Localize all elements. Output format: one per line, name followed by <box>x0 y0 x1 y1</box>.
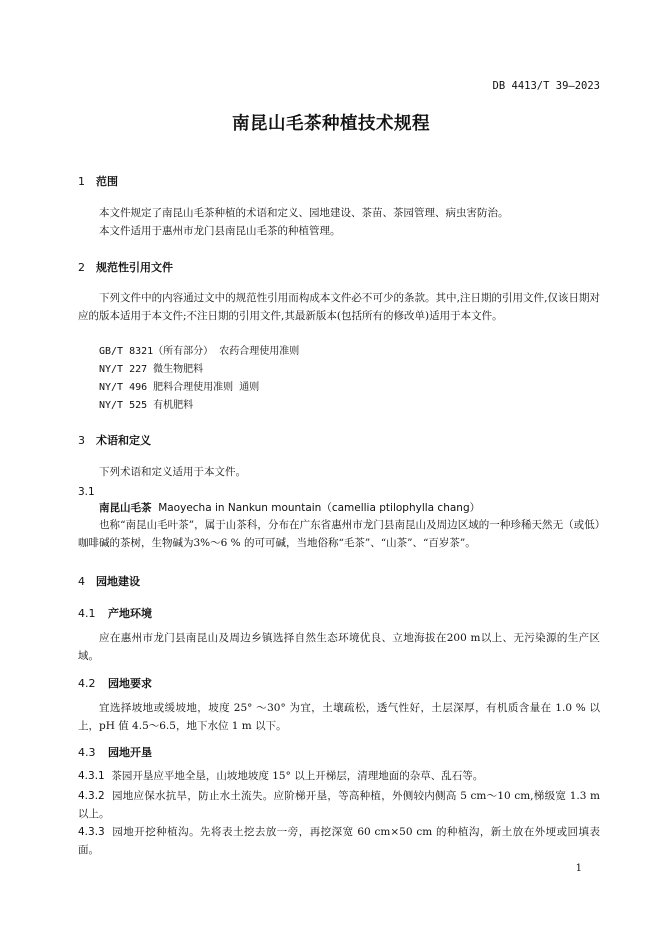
section-title: 规范性引用文件 <box>96 261 173 274</box>
term-entry <box>99 500 480 518</box>
subsection-number: 4.1 <box>78 607 96 620</box>
section-title: 术语和定义 <box>96 434 151 447</box>
reference-item: NY/T 227 微生物肥料 <box>99 364 204 375</box>
subsection-4-2-heading <box>78 675 152 691</box>
term-definition: 也称“南昆山毛叶茶”，属于山茶科，分布在广东省惠州市龙门县南昆山及周边区域的一种珍稀天然无（或低）咖啡碱的茶树，生物碱为3%～6 % 的可可碱，当地俗称“毛茶”、“山茶”、“百岁茶”。 <box>78 519 600 549</box>
subsection-title: 产地环境 <box>108 607 152 620</box>
page-number: 1 <box>575 863 582 874</box>
subsection-4-3-heading <box>78 744 152 760</box>
term-english: Maoyecha in Nankun mountain（camellia ptilophylla chang） <box>158 502 481 514</box>
document-code: DB 4413/T 39—2023 <box>492 80 600 92</box>
section-number: 3 <box>78 434 85 447</box>
section-number: 1 <box>78 175 85 188</box>
section-1-heading <box>78 173 118 189</box>
clause-text: 园地应保水抗旱，防止水土流失。应阶梯开垦，等高种植，外侧较内侧高 5 cm～10 cm,梯级宽 1.3 m 以上。 <box>78 790 600 820</box>
term-chinese: 南昆山毛茶 <box>99 502 152 514</box>
section-title: 范围 <box>96 175 118 188</box>
subsection-title: 园地要求 <box>108 677 152 690</box>
paragraph: 下列术语和定义适用于本文件。 <box>99 466 246 478</box>
document-title: 南昆山毛茶种植技术规程 <box>232 114 430 134</box>
subsection-title: 园地开垦 <box>108 746 152 759</box>
paragraph: 应在惠州市龙门县南昆山及周边乡镇选择自然生态环境优良、立地海拔在200 m以上、无污染源的生产区域。 <box>78 632 600 662</box>
section-2-heading <box>78 259 173 275</box>
section-number: 2 <box>78 261 85 274</box>
clause-text: 茶园开垦应平地全垦，山坡地坡度 15° 以上开梯层，清理地面的杂草、乱石等。 <box>111 770 484 782</box>
clause-number: 4.3.1 <box>78 770 105 782</box>
paragraph: 本文件规定了南昆山毛茶种植的术语和定义、园地建设、茶苗、茶园管理、病虫害防治。 <box>99 207 509 219</box>
term-number: 3.1 <box>78 486 95 498</box>
clause-item <box>78 824 600 859</box>
subsection-4-1-heading <box>78 605 152 621</box>
subsection-number: 4.3 <box>78 746 96 759</box>
clause-number: 4.3.3 <box>78 826 105 838</box>
clause-number: 4.3.2 <box>78 790 105 802</box>
paragraph: 宜选择坡地或缓坡地，坡度 25° ～30° 为宜，土壤疏松，透气性好，土层深厚，有机质含量在 1.0 % 以上，pH 值 4.5～6.5，地下水位 1 m 以下。 <box>78 702 600 732</box>
section-3-heading <box>78 432 151 448</box>
reference-item: GB/T 8321（所有部分） 农药合理使用准则 <box>99 346 300 357</box>
clause-text: 园地开挖种植沟。先将表土挖去放一旁，再挖深宽 60 cm×50 cm 的种植沟，新土放在外埂或回填表面。 <box>78 826 600 856</box>
subsection-number: 4.2 <box>78 677 96 690</box>
section-4-heading <box>78 573 140 589</box>
paragraph: 下列文件中的内容通过文中的规范性引用而构成本文件必不可少的条款。其中,注日期的引用文件,仅该日期对应的版本适用于本文件;不注日期的引用文件,其最新版本(包括所有的修改单)适用于本文件。 <box>78 292 600 322</box>
clause-item <box>78 768 600 786</box>
reference-item: NY/T 525 有机肥料 <box>99 400 194 411</box>
section-number: 4 <box>78 575 85 588</box>
section-title: 园地建设 <box>96 575 140 588</box>
clause-item <box>78 788 600 823</box>
reference-item: NY/T 496 肥料合理使用准则 通则 <box>99 382 260 393</box>
paragraph: 本文件适用于惠州市龙门县南昆山毛茶的种植管理。 <box>99 225 341 237</box>
